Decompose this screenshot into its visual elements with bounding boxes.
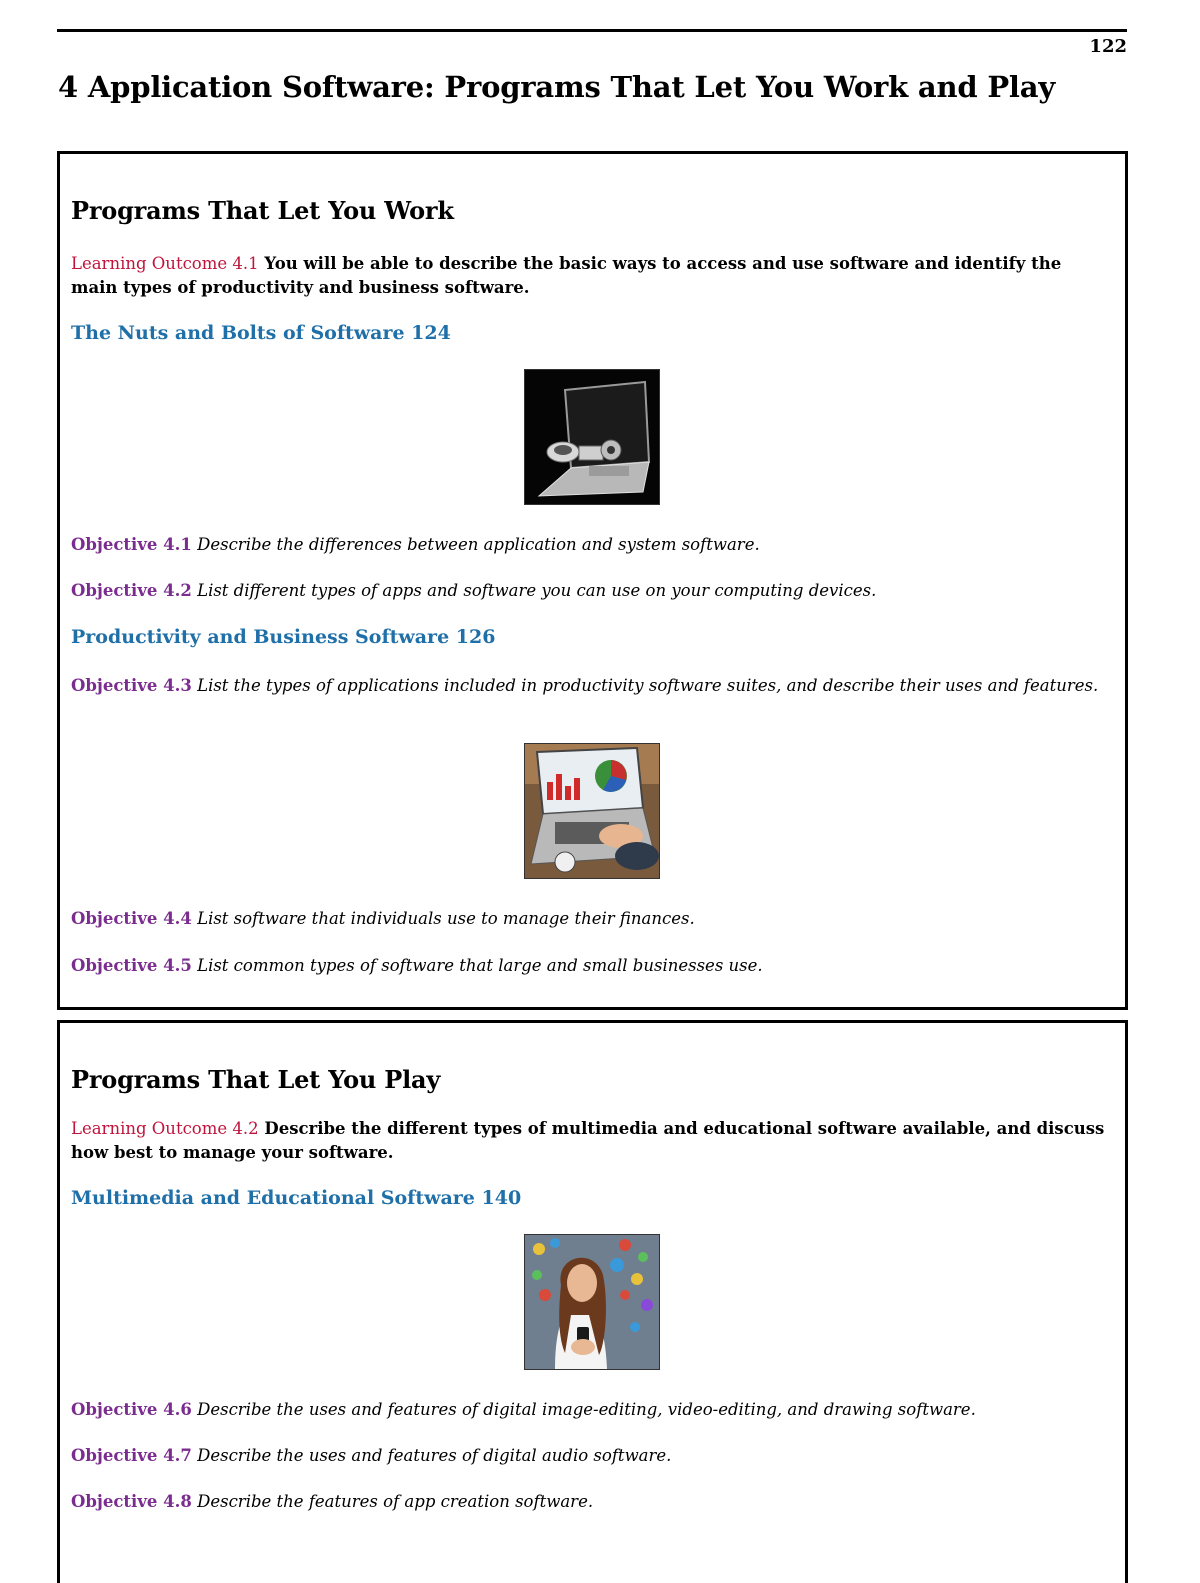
- laptop-with-charts-image: [524, 743, 660, 879]
- learning-outcome: [71, 1117, 1111, 1165]
- laptop-with-gears-image: [524, 369, 660, 505]
- topic-link[interactable]: Productivity and Business Software 126: [71, 626, 496, 648]
- chapter-title: 4 Application Software: Programs That Let You Work and Play: [58, 70, 1055, 104]
- objective-text: List common types of software that large and small businesses use.: [197, 956, 763, 975]
- page-number: 122: [1089, 36, 1127, 57]
- section-title: Programs That Let You Work: [71, 196, 454, 225]
- objective-text: Describe the uses and features of digital audio software.: [197, 1446, 672, 1465]
- objective: [71, 533, 1111, 557]
- objective: [71, 954, 1111, 978]
- objective-label: Objective 4.8: [71, 1492, 192, 1511]
- top-rule: [57, 29, 1127, 32]
- objective-text: List software that individuals use to manage their finances.: [197, 909, 695, 928]
- objective-label: Objective 4.4: [71, 909, 192, 928]
- objective: [71, 907, 1111, 931]
- woman-with-phone-and-app-icons-image: [524, 1234, 660, 1370]
- learning-outcome-text: Describe the different types of multimedia and educational software available, and discuss how best to manage your software.: [71, 1119, 1105, 1162]
- objective: [71, 579, 1111, 603]
- objective-label: Objective 4.1: [71, 535, 192, 554]
- woman-phone-illustration: [525, 1235, 659, 1369]
- objective: [71, 1398, 1111, 1422]
- learning-outcome-label: Learning Outcome 4.2: [71, 1119, 259, 1138]
- objective: [71, 1490, 1111, 1514]
- objective-text: Describe the uses and features of digital image-editing, video-editing, and drawing software.: [197, 1400, 976, 1419]
- learning-outcome-label: Learning Outcome 4.1: [71, 254, 259, 273]
- objective: [71, 1444, 1111, 1468]
- section-title: Programs That Let You Play: [71, 1065, 441, 1094]
- section-box-work: [57, 151, 1128, 1010]
- objective-label: Objective 4.3: [71, 676, 192, 695]
- learning-outcome-text: You will be able to describe the basic ways to access and use software and identify the main types of productivity and business software.: [71, 254, 1062, 297]
- topic-link[interactable]: Multimedia and Educational Software 140: [71, 1187, 522, 1209]
- topic-link[interactable]: The Nuts and Bolts of Software 124: [71, 322, 451, 344]
- objective: [71, 674, 1111, 698]
- laptop-charts-illustration: [525, 744, 659, 878]
- objective-text: List the types of applications included in productivity software suites, and describe their uses and features.: [197, 676, 1099, 695]
- section-box-play: [57, 1020, 1128, 1583]
- objective-text: Describe the features of app creation software.: [197, 1492, 594, 1511]
- objective-label: Objective 4.2: [71, 581, 192, 600]
- objective-text: Describe the differences between application and system software.: [197, 535, 760, 554]
- laptop-gears-illustration: [525, 370, 659, 504]
- objective-label: Objective 4.6: [71, 1400, 192, 1419]
- learning-outcome: [71, 252, 1111, 300]
- objective-text: List different types of apps and software you can use on your computing devices.: [197, 581, 877, 600]
- objective-label: Objective 4.7: [71, 1446, 192, 1465]
- objective-label: Objective 4.5: [71, 956, 192, 975]
